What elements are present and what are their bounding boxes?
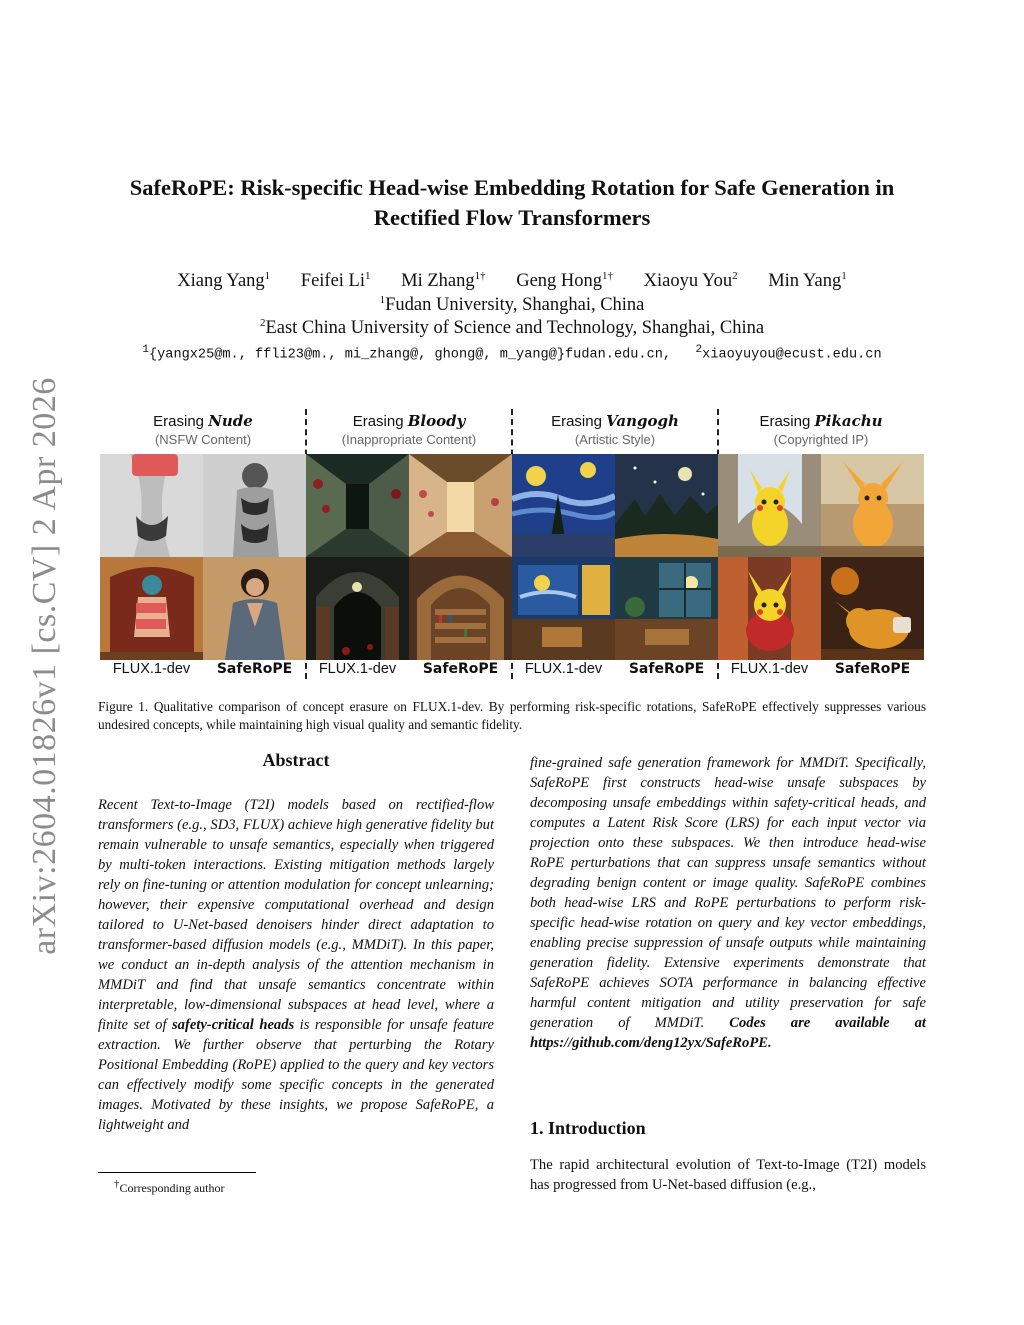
author: Feifei Li$^1$: [300, 270, 371, 292]
code-link[interactable]: Codes are available at https://github.com/deng12yx/SafeRoPE.: [530, 1015, 926, 1051]
title-line-2: Rectified Flow Transformers: [373, 205, 651, 230]
figure-caption: Figure 1. Qualitative comparison of concept erasure on FLUX.1-dev. By performing risk-specific rotations, SafeRoPE effectively suppresses various undesired concepts, while maintaining high visual quality and semantic fidelity.: [98, 699, 926, 732]
image-bloody-baseline-1: [306, 454, 409, 557]
author-emails: $^1${yangx25@m., ffli23@m., mi_zhang@, ghong@, m_yang@}fudan.edu.cn, $^2$xiaoyuyou@ecust.edu.cn: [142, 344, 882, 363]
image-bloody-baseline-2: [306, 557, 409, 660]
affiliation-2: $^2$East China University of Science and Technology, Shanghai, China: [259, 317, 765, 339]
title-line-1: SafeRoPE: Risk-specific Head-wise Embedding Rotation for Safe Generation in: [129, 175, 895, 200]
panel-header-nude: Erasing Nude (NSFW Content): [153, 412, 253, 447]
image-vangogh-saferope-2: [615, 557, 718, 660]
author: Min Yang$^1$: [768, 270, 847, 292]
image-vangogh-baseline-2: [512, 557, 615, 660]
image-nude-saferope-1: [203, 454, 306, 557]
arxiv-identifier: arXiv:2604.01826v1 [cs.CV] 2 Apr 2026: [26, 377, 63, 955]
image-vangogh-saferope-1: [615, 454, 718, 557]
introduction-heading: 1. Introduction: [530, 1118, 646, 1138]
image-pikachu-baseline-2: [718, 557, 821, 660]
paper-title: [60, 173, 964, 233]
author: Mi Zhang$^{1\dagger}$: [401, 270, 486, 292]
abstract-text-right: fine-grained safe generation framework for MMDiT. Specifically, SafeRoPE first constructs head-wise unsafe subspaces by decomposing unsafe embeddings within safety-critical heads, and computes a Latent Risk Score (LRS) for each input vector via projection onto these subspaces. We then introduce head-wise RoPE perturbations that can suppress unsafe semantics without degrading benign content or image quality. SafeRoPE combines both head-wise LRS and RoPE perturbations to perform risk-specific head-wise rotation on query and key vector embeddings, enabling precise suppression of unsafe outputs while maintaining generation fidelity. Extensive experiments demonstrate that SafeRoPE achieves SOTA performance in balancing effective harmful content mitigation and utility preservation for safe generation of MMDiT. Codes are available at https://github.com/deng12yx/SafeRoPE.: [530, 755, 926, 1051]
author: Geng Hong$^{1\dagger}$: [516, 270, 614, 292]
panel-header-pikachu: Erasing Pikachu (Copyrighted IP): [759, 412, 883, 447]
label-baseline: FLUX.1-dev: [112, 661, 191, 677]
panel-header-vangogh: Erasing Vangogh (Artistic Style): [551, 412, 679, 447]
author: Xiaoyu You$^2$: [643, 270, 738, 292]
image-bloody-saferope-2: [409, 557, 512, 660]
panel-header-bloody: Erasing Bloody (Inappropriate Content): [341, 412, 477, 447]
introduction-text: The rapid architectural evolution of Text-to-Image (T2I) models has progressed from U-Net-based diffusion (e.g.,: [530, 1157, 926, 1193]
label-method: SafeRoPE: [216, 661, 293, 677]
image-vangogh-baseline-1: [512, 454, 615, 557]
author-list: [60, 270, 964, 292]
image-nude-saferope-2: [203, 557, 306, 660]
label-baseline: FLUX.1-dev: [318, 661, 397, 677]
label-baseline: FLUX.1-dev: [524, 661, 603, 677]
figure-1: [100, 403, 924, 685]
footnote: †Corresponding author: [114, 1178, 225, 1195]
label-method: SafeRoPE: [834, 661, 911, 677]
image-pikachu-baseline-1: [718, 454, 821, 557]
abstract-text-left: Recent Text-to-Image (T2I) models based on rectified-flow transformers (e.g., SD3, FLUX) achieve high generative fidelity but remain vulnerable to unsafe semantics, especially when triggered by multi-token interactions. Existing mitigation methods largely rely on fine-tuning or attention modulation for concept unlearning; however, their expensive computational overhead and design tailored to U-Net-based denoisers hinder direct adaptation to transformer-based diffusion models (e.g., MMDiT). In this paper, we conduct an in-depth analysis of the attention mechanism in MMDiT and find that unsafe semantics concentrate within interpretable, low-dimensional subspaces at head level, where a finite set of safety-critical heads is responsible for unsafe feature extraction. We further observe that perturbing the Rotary Positional Embedding (RoPE) applied to the query and key vectors can effectively modify some specific concepts in the generated images. Motivated by these insights, we propose SafeRoPE, a lightweight and: [98, 797, 494, 1133]
image-bloody-saferope-1: [409, 454, 512, 557]
abstract-heading: Abstract: [262, 750, 330, 770]
label-baseline: FLUX.1-dev: [730, 661, 809, 677]
footnote-rule: [98, 1172, 256, 1173]
affiliation-1: $^1$Fudan University, Shanghai, China: [379, 294, 645, 316]
image-nude-baseline-1: [100, 454, 203, 557]
author: Xiang Yang$^1$: [177, 270, 271, 292]
label-method: SafeRoPE: [628, 661, 705, 677]
image-pikachu-saferope-2: [821, 557, 924, 660]
image-nude-baseline-2: [100, 557, 203, 660]
label-method: SafeRoPE: [422, 661, 499, 677]
image-pikachu-saferope-1: [821, 454, 924, 557]
